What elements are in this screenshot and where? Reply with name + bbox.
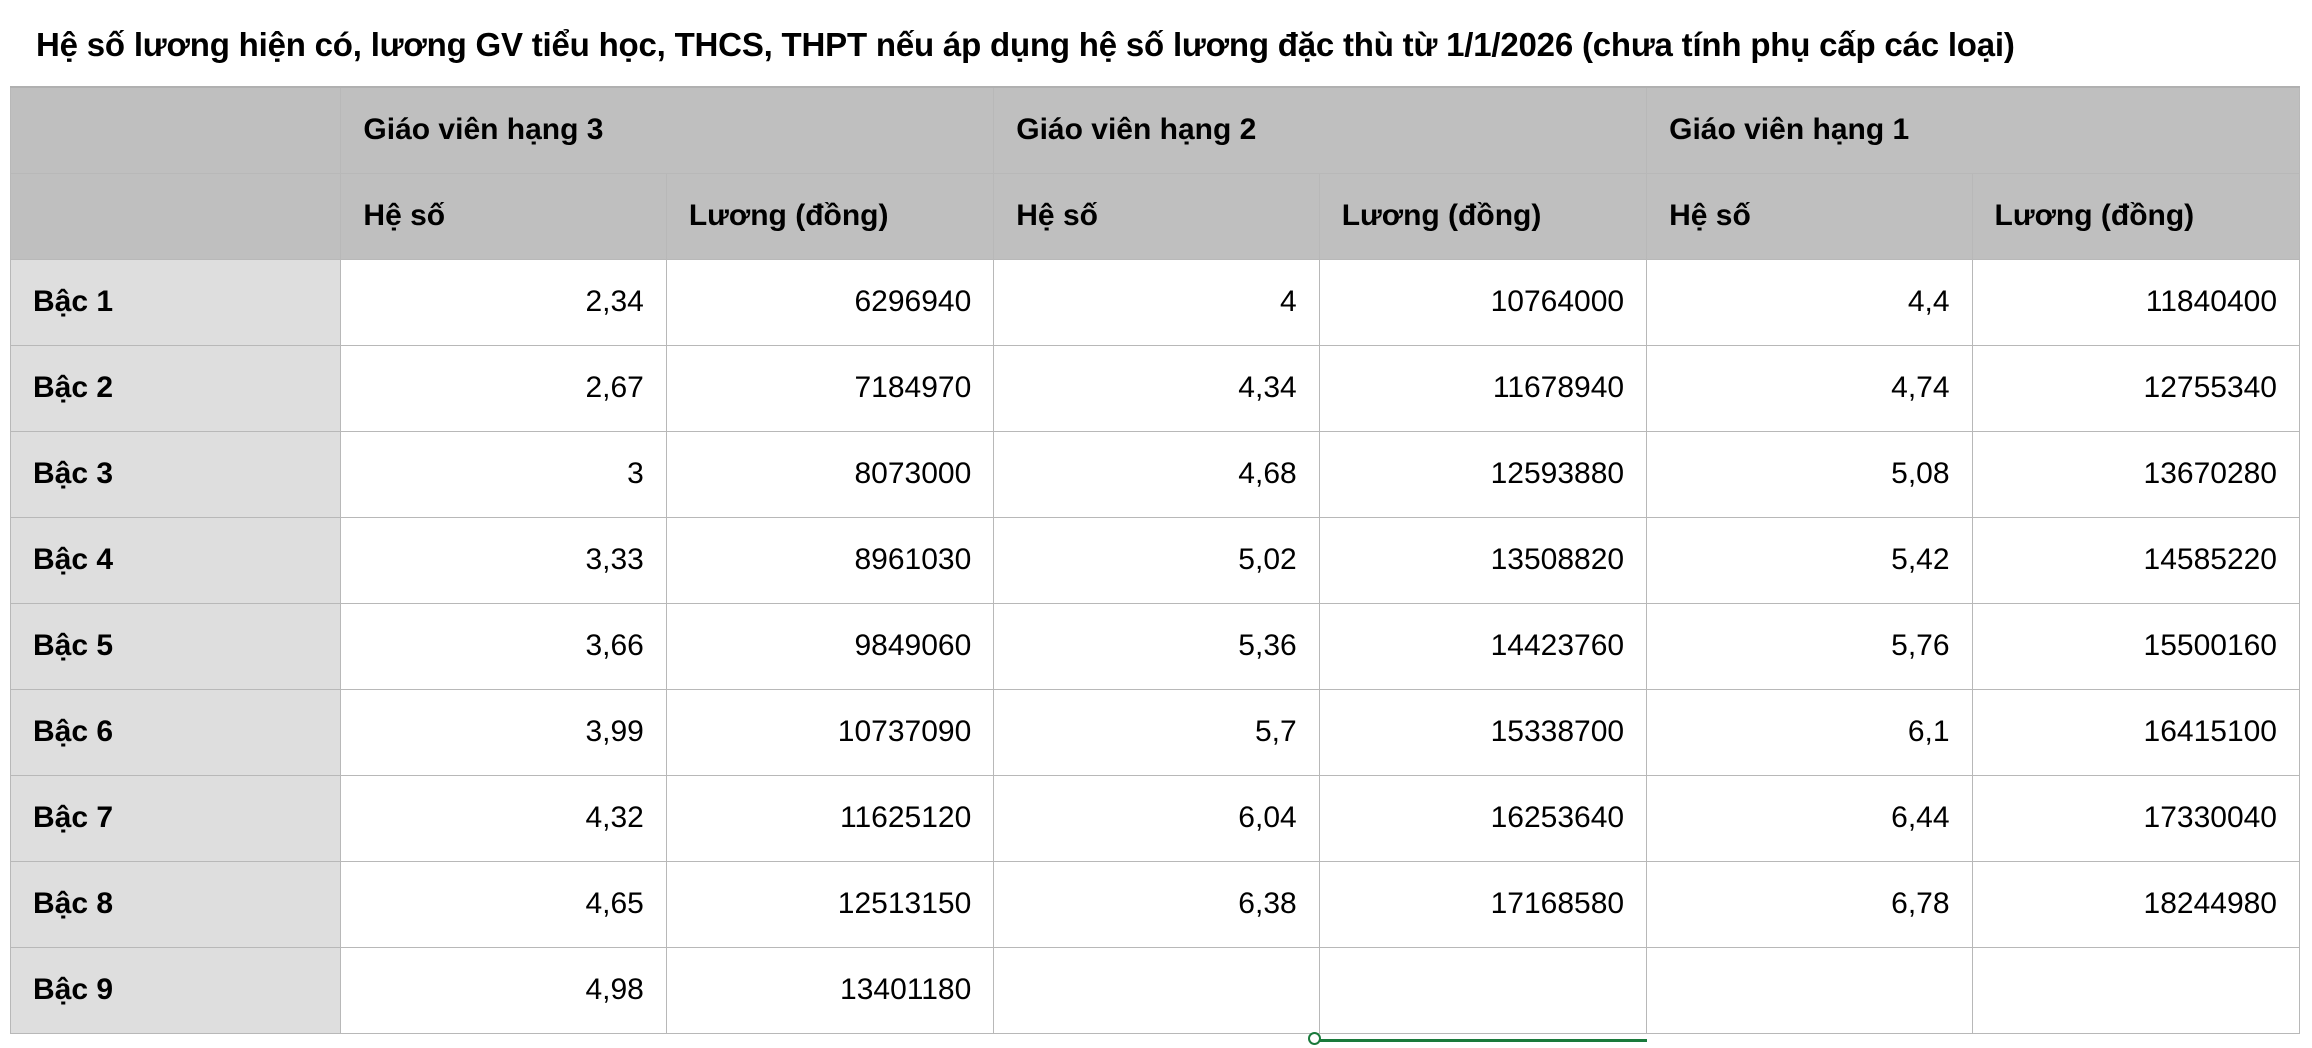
row-label: Bậc 9: [11, 947, 341, 1033]
header-luong-hang2: Lương (đồng): [1319, 173, 1646, 259]
cell-selection-handle[interactable]: [1308, 1032, 1321, 1045]
cell-value[interactable]: 15338700: [1319, 689, 1646, 775]
row-label: Bậc 6: [11, 689, 341, 775]
cell-value[interactable]: 16415100: [1972, 689, 2299, 775]
header-hs-hang2: Hệ số: [994, 173, 1319, 259]
cell-value[interactable]: 8073000: [666, 431, 993, 517]
row-label: Bậc 4: [11, 517, 341, 603]
cell-selection-outline: [1315, 1039, 1647, 1045]
cell-value[interactable]: 4,32: [341, 775, 666, 861]
cell-value[interactable]: 4,65: [341, 861, 666, 947]
table-body: [11, 259, 2300, 1033]
table-row: [11, 345, 2300, 431]
cell-value[interactable]: 15500160: [1972, 603, 2299, 689]
table-row: [11, 517, 2300, 603]
table-row: [11, 775, 2300, 861]
cell-value[interactable]: 9849060: [666, 603, 993, 689]
header-group-hang-2: Giáo viên hạng 2: [994, 87, 1647, 173]
cell-value[interactable]: 5,42: [1647, 517, 1972, 603]
cell-value[interactable]: 18244980: [1972, 861, 2299, 947]
cell-value[interactable]: 6,1: [1647, 689, 1972, 775]
cell-value[interactable]: [1972, 947, 2299, 1033]
cell-value[interactable]: 5,08: [1647, 431, 1972, 517]
table-header: [11, 87, 2300, 259]
row-label: Bậc 5: [11, 603, 341, 689]
table-row: [11, 603, 2300, 689]
cell-value[interactable]: 11840400: [1972, 259, 2299, 345]
cell-value[interactable]: 4,68: [994, 431, 1319, 517]
cell-value[interactable]: 2,67: [341, 345, 666, 431]
cell-value[interactable]: 12593880: [1319, 431, 1646, 517]
cell-value[interactable]: 13670280: [1972, 431, 2299, 517]
cell-value[interactable]: 16253640: [1319, 775, 1646, 861]
cell-value[interactable]: 5,7: [994, 689, 1319, 775]
cell-value[interactable]: 14585220: [1972, 517, 2299, 603]
row-label: Bậc 7: [11, 775, 341, 861]
page-title: Hệ số lương hiện có, lương GV tiểu học, THCS, THPT nếu áp dụng hệ số lương đặc thù từ 1/1/2026 (chưa tính phụ cấp các loại): [36, 26, 2015, 63]
cell-value[interactable]: 13401180: [666, 947, 993, 1033]
cell-value[interactable]: 4,74: [1647, 345, 1972, 431]
table-row: [11, 689, 2300, 775]
header-sub-row: [11, 173, 2300, 259]
cell-value[interactable]: [1319, 947, 1646, 1033]
table-row: [11, 947, 2300, 1033]
header-subcorner-cell: [11, 173, 341, 259]
cell-value[interactable]: 6,78: [1647, 861, 1972, 947]
row-label: Bậc 1: [11, 259, 341, 345]
cell-value[interactable]: [994, 947, 1319, 1033]
cell-value[interactable]: 5,76: [1647, 603, 1972, 689]
header-luong-hang3: Lương (đồng): [666, 173, 993, 259]
cell-value[interactable]: 6,44: [1647, 775, 1972, 861]
cell-value[interactable]: 14423760: [1319, 603, 1646, 689]
cell-value[interactable]: 4: [994, 259, 1319, 345]
table-row: [11, 259, 2300, 345]
row-label: Bậc 8: [11, 861, 341, 947]
cell-value[interactable]: 3,33: [341, 517, 666, 603]
cell-value[interactable]: 7184970: [666, 345, 993, 431]
cell-value[interactable]: 12755340: [1972, 345, 2299, 431]
cell-value[interactable]: 10737090: [666, 689, 993, 775]
cell-value[interactable]: 3,66: [341, 603, 666, 689]
header-hs-hang3: Hệ số: [341, 173, 666, 259]
header-luong-hang1: Lương (đồng): [1972, 173, 2299, 259]
header-hs-hang1: Hệ số: [1647, 173, 1972, 259]
cell-value[interactable]: 17330040: [1972, 775, 2299, 861]
row-label: Bậc 2: [11, 345, 341, 431]
cell-value[interactable]: 5,02: [994, 517, 1319, 603]
cell-value[interactable]: 10764000: [1319, 259, 1646, 345]
cell-value[interactable]: 6,04: [994, 775, 1319, 861]
table-row: [11, 431, 2300, 517]
cell-value[interactable]: [1647, 947, 1972, 1033]
cell-value[interactable]: 3: [341, 431, 666, 517]
cell-value[interactable]: 3,99: [341, 689, 666, 775]
cell-value[interactable]: 4,4: [1647, 259, 1972, 345]
cell-value[interactable]: 11625120: [666, 775, 993, 861]
row-label: Bậc 3: [11, 431, 341, 517]
salary-table: [10, 86, 2300, 1034]
cell-value[interactable]: 4,98: [341, 947, 666, 1033]
cell-value[interactable]: 5,36: [994, 603, 1319, 689]
cell-value[interactable]: 13508820: [1319, 517, 1646, 603]
table-row: [11, 861, 2300, 947]
cell-value[interactable]: 6,38: [994, 861, 1319, 947]
cell-value[interactable]: 11678940: [1319, 345, 1646, 431]
cell-value[interactable]: 4,34: [994, 345, 1319, 431]
header-group-hang-3: Giáo viên hạng 3: [341, 87, 994, 173]
header-group-row: [11, 87, 2300, 173]
cell-value[interactable]: 8961030: [666, 517, 993, 603]
header-group-hang-1: Giáo viên hạng 1: [1647, 87, 2300, 173]
cell-value[interactable]: 17168580: [1319, 861, 1646, 947]
cell-value[interactable]: 6296940: [666, 259, 993, 345]
cell-value[interactable]: 12513150: [666, 861, 993, 947]
cell-value[interactable]: 2,34: [341, 259, 666, 345]
header-corner-cell: [11, 87, 341, 173]
